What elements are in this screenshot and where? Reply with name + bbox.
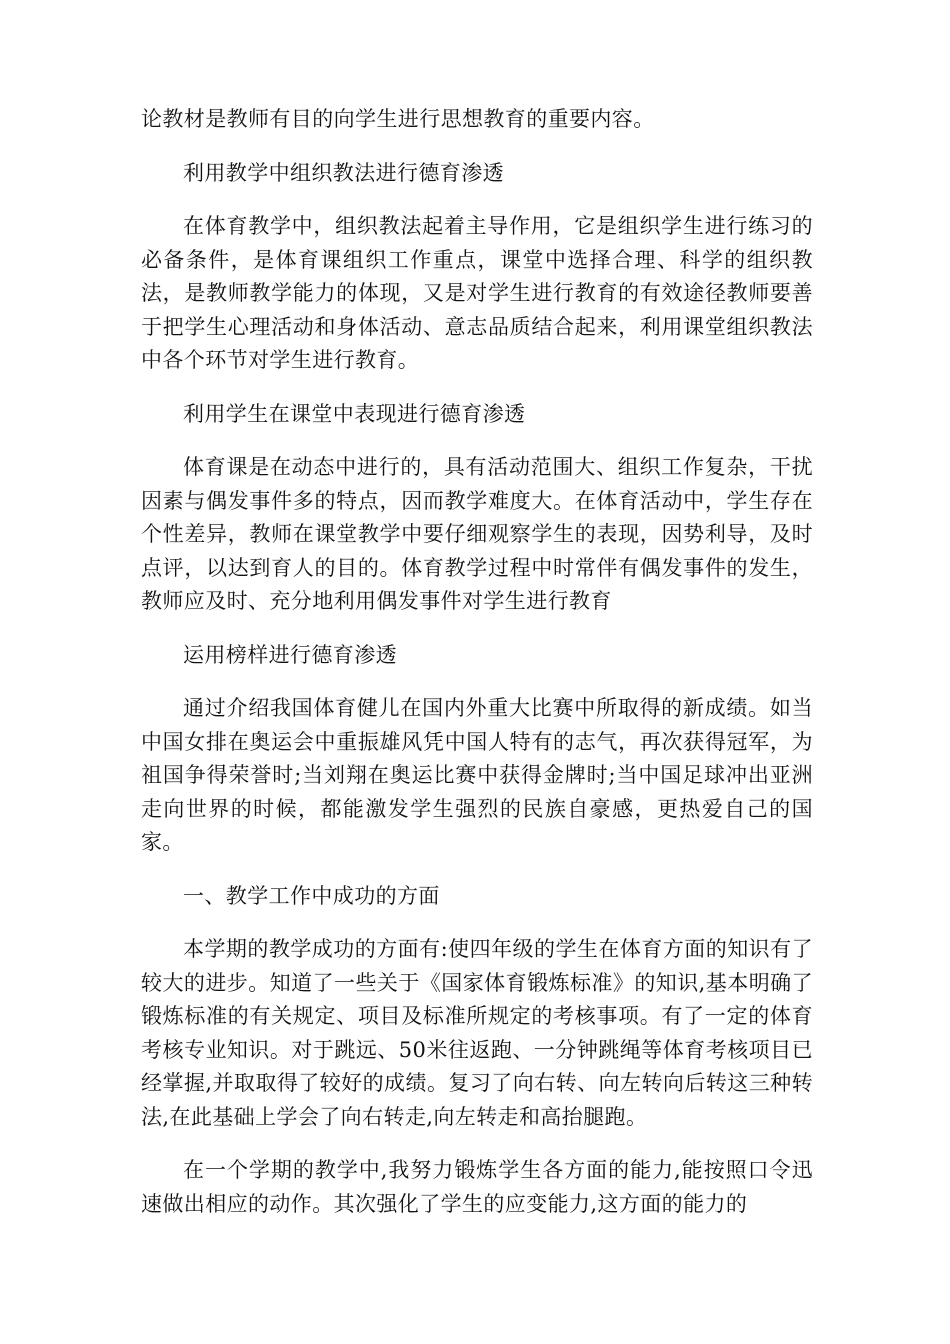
document-body xyxy=(141,103,813,1221)
paragraph-organization-methods: 在体育教学中，组织教法起着主导作用，它是组织学生进行练习的必备条件，是体育课组织工作重点，课堂中选择合理、科学的组织教法，是教师教学能力的体现，又是对学生进行教育的有效途径教师要善于把学生心理活动和身体活动、意志品质结合起来，利用课堂组织教法中各个环节对学生进行教育。 xyxy=(141,214,813,372)
section-heading-student-performance: 利用学生在课堂中表现进行德育渗透 xyxy=(183,401,526,426)
paragraph-abilities: 在一个学期的教学中,我努力锻炼学生各方面的能力,能按照口令迅速做出相应的动作。其次强化了学生的应变能力,这方面的能力的 xyxy=(141,1158,813,1216)
paragraph-role-models: 通过介绍我国体育健儿在国内外重大比赛中所取得的新成绩。如当中国女排在奥运会中重振雄风凭中国人特有的志气，再次获得冠军，为祖国争得荣誉时;当刘翔在奥运比赛中获得金牌时;当中国足球冲出亚洲走向世界的时候，都能激发学生强烈的民族自豪感，更热爱自己的国家。 xyxy=(141,696,813,854)
section-heading-organization-methods: 利用教学中组织教法进行德育渗透 xyxy=(183,160,504,185)
paragraph-continuation: 论教材是教师有目的向学生进行思想教育的重要内容。 xyxy=(141,107,655,131)
section-heading-successes: 一、教学工作中成功的方面 xyxy=(183,883,440,908)
section-heading-role-models: 运用榜样进行德育渗透 xyxy=(183,642,397,667)
paragraph-successes: 本学期的教学成功的方面有:使四年级的学生在体育方面的知识有了较大的进步。知道了一些关于《国家体育锻炼标准》的知识,基本明确了锻炼标准的有关规定、项目及标准所规定的考核事项。有了一定的体育考核专业知识。对于跳远、50米往返跑、一分钟跳绳等体育考核项目已经掌握,并取取得了较好的成绩。复习了向右转、向左转向后转这三种转法,在此基础上学会了向右转走,向左转走和高抬腿跑。 xyxy=(141,937,813,1129)
paragraph-student-performance: 体育课是在动态中进行的，具有活动范围大、组织工作复杂，干扰因素与偶发事件多的特点，因而教学难度大。在体育活动中，学生存在个性差异，教师在课堂教学中要仔细观察学生的表现，因势利导，及时点评，以达到育人的目的。体育教学过程中时常伴有偶发事件的发生，教师应及时、充分地利用偶发事件对学生进行教育 xyxy=(141,455,813,613)
